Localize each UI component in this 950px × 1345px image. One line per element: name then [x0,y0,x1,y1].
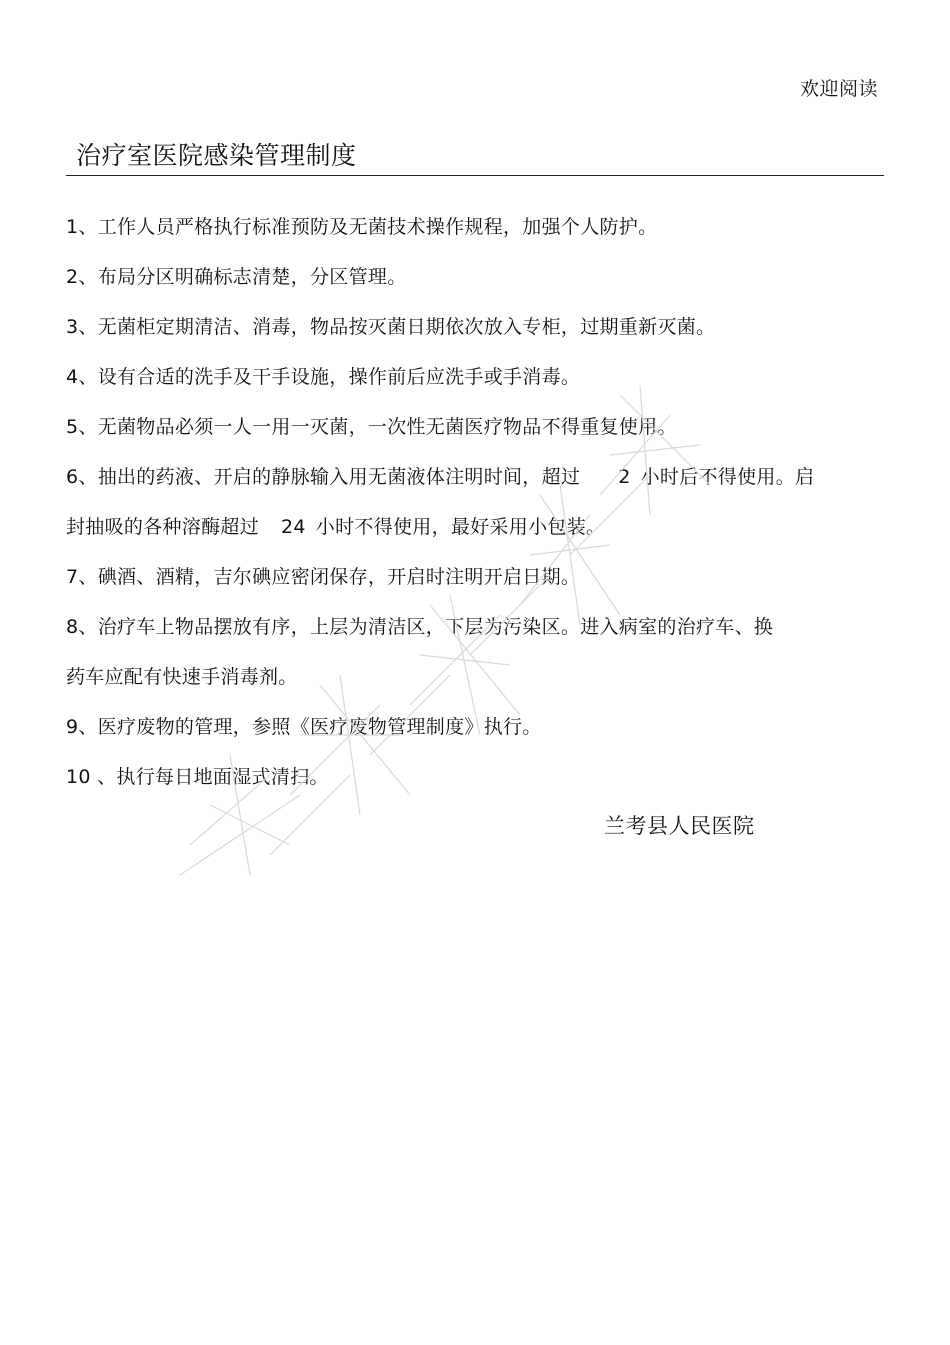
rule-item-6-text-c: 封抽吸的各种溶酶超过 [66,516,260,538]
rule-item-6-hours-a: 2 [618,466,631,488]
header-note: 欢迎阅读 [799,78,878,100]
rule-item-3: 3、无菌柜定期清洁、消毒，物品按灭菌日期依次放入专柜，过期重新灭菌。 [66,316,716,338]
rule-item-6-line-1 [66,462,814,489]
title-divider [66,175,884,176]
rule-item-6-line-2 [66,512,605,539]
rule-item-1: 1、工作人员严格执行标准预防及无菌技术操作规程，加强个人防护。 [66,216,658,238]
rule-item-6-text-b: 小时后不得使用。启 [640,466,815,488]
rule-item-5: 5、无菌物品必须一人一用一灭菌，一次性无菌医疗物品不得重复使用。 [66,416,677,438]
rule-item-9: 9、医疗废物的管理，参照《医疗废物管理制度》执行。 [66,716,542,738]
rule-item-4: 4、设有合适的洗手及干手设施，操作前后应洗手或手消毒。 [66,366,581,388]
rule-item-6-text-d: 小时不得使用，最好采用小包装。 [315,516,606,538]
rule-item-6-text-a: 6、抽出的药液、开启的静脉输入用无菌液体注明时间，超过 [66,466,581,488]
rule-item-10: 10 、执行每日地面湿式清扫。 [66,766,329,788]
rule-item-7: 7、碘酒、酒精，吉尔碘应密闭保存，开启时注明开启日期。 [66,566,581,588]
rule-item-8-line-2: 药车应配有快速手消毒剂。 [66,666,298,688]
page-title: 治疗室医院感染管理制度 [76,141,357,170]
rule-item-8-line-1: 8、治疗车上物品摆放有序，上层为清洁区，下层为污染区。进入病室的治疗车、换 [66,616,774,638]
rule-item-6-hours-b: 24 [281,516,306,538]
rule-item-2: 2、布局分区明确标志清楚，分区管理。 [66,266,407,288]
hospital-signature: 兰考县人民医院 [604,814,755,838]
